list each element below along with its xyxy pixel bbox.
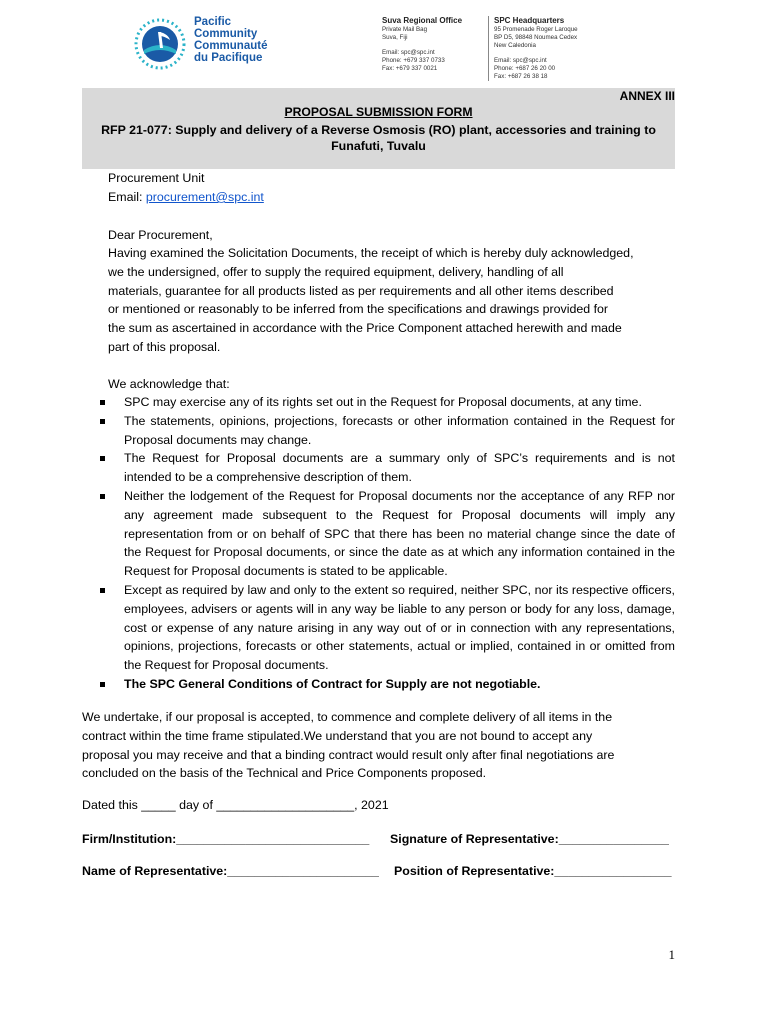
address-line: Phone: +679 337 0733 bbox=[382, 57, 445, 65]
dated-line: Dated this _____ day of ____________________, 2021 bbox=[82, 798, 389, 812]
hq-title: SPC Headquarters bbox=[494, 16, 565, 25]
paragraph-line: we the undersigned, offer to supply the required equipment, delivery, handling of all bbox=[108, 264, 564, 279]
paragraph-line: contract within the time frame stipulated.We understand that you are not bound to accept any bbox=[82, 728, 593, 743]
page-number: 1 bbox=[668, 947, 675, 962]
paragraph-line: part of this proposal. bbox=[108, 339, 221, 354]
recipient-unit: Procurement Unit bbox=[108, 171, 205, 185]
list-item-text: The Request for Proposal documents are a summary only of SPC’s requirements and is not intended to be a comprehensive description of them. bbox=[124, 451, 675, 485]
suva-office-title: Suva Regional Office bbox=[382, 16, 463, 25]
list-item bbox=[100, 393, 675, 412]
bullet-icon bbox=[100, 456, 105, 461]
email-label: Email: bbox=[108, 190, 146, 204]
suva-office-address bbox=[382, 16, 477, 73]
list-item-text: The statements, opinions, projections, forecasts or other information contained in the Request for Proposal documents may change. bbox=[124, 413, 675, 447]
logo-line: Community bbox=[194, 28, 258, 40]
address-line: New Caledonia bbox=[494, 41, 536, 49]
paragraph-line: the sum as ascertained in accordance with the Price Component attached herewith and made bbox=[108, 321, 622, 336]
logo-line: Communauté bbox=[194, 40, 268, 52]
paragraph-line: We undertake, if our proposal is accepted, to commence and complete delivery of all items in the bbox=[82, 710, 613, 724]
paragraph-line: or mentioned or reasonably to be inferred from the specifications and drawings provided for bbox=[108, 302, 609, 317]
address-line: Email: spc@spc.int bbox=[382, 49, 435, 57]
address-line: Phone: +687 26 20 00 bbox=[494, 64, 556, 72]
address-line: Email: spc@spc.int bbox=[494, 57, 547, 65]
list-item bbox=[100, 449, 675, 487]
address-line: BP D5, 98848 Noumea Cedex bbox=[494, 33, 578, 41]
logo-wordmark bbox=[194, 16, 267, 64]
address-line: Private Mail Bag bbox=[382, 26, 428, 33]
paragraph-line: proposal you may receive and that a binding contract would result only after final negotiations are bbox=[82, 747, 615, 762]
form-title: PROPOSAL SUBMISSION FORM bbox=[284, 105, 473, 119]
list-item-text: Except as required by law and only to the extent so required, neither SPC, nor its respective officers, employees, advisers or agents will in any way be liable to any person or body for any loss, damage, cost or expense of any nature arising in any way out of or in connection with any representations, opinions, projections, forecasts or other statements, actual or implied, contained in or omitted from the Request for Proposal documents. bbox=[124, 582, 675, 673]
rfp-line: Funafuti, Tuvalu bbox=[331, 139, 426, 153]
position-field: Position of Representative:_________________ bbox=[394, 864, 672, 878]
bullet-icon bbox=[100, 419, 105, 424]
bullet-icon bbox=[100, 494, 105, 499]
name-field: Name of Representative:______________________ bbox=[82, 864, 379, 878]
signature-field: Signature of Representative:________________ bbox=[390, 832, 669, 846]
hq-address bbox=[488, 16, 604, 81]
annex-label: ANNEX III bbox=[619, 89, 675, 103]
list-item-text: The SPC General Conditions of Contract for Supply are not negotiable. bbox=[124, 676, 541, 691]
address-line bbox=[494, 49, 604, 57]
intro-paragraph bbox=[108, 244, 673, 357]
rfp-line: RFP 21-077: Supply and delivery of a Reverse Osmosis (RO) plant, accessories and training to bbox=[101, 123, 656, 137]
paragraph-line: concluded on the basis of the Technical and Price Components proposed. bbox=[82, 766, 487, 781]
pacific-community-logo bbox=[130, 14, 280, 74]
acknowledge-intro: We acknowledge that: bbox=[108, 377, 230, 391]
salutation: Dear Procurement, bbox=[108, 228, 213, 242]
recipient-email-line bbox=[108, 188, 264, 207]
address-line: 95 Promenade Roger Laroque bbox=[494, 26, 578, 33]
logo-line: Pacific bbox=[194, 16, 232, 28]
firm-field: Firm/Institution:____________________________ bbox=[82, 832, 370, 846]
undertaking-paragraph bbox=[82, 708, 672, 783]
bullet-icon bbox=[100, 588, 105, 593]
list-item bbox=[100, 412, 675, 450]
bullet-icon bbox=[100, 400, 105, 405]
list-item-text: Neither the lodgement of the Request for Proposal documents nor the acceptance of any RFP nor any agreement made subsequent to the Request for Proposal documents will imply any representation from or on behalf of SPC that there has been no material change since the date of the Request for Proposal documents, or since the date as at which any information contained in the Request for Proposal documents is stated to be applicable. bbox=[124, 488, 675, 579]
list-item bbox=[100, 487, 675, 581]
list-item bbox=[100, 581, 675, 675]
address-line bbox=[382, 42, 477, 50]
acknowledgement-list bbox=[100, 393, 675, 694]
list-item bbox=[100, 675, 675, 694]
address-line: Fax: +687 26 38 18 bbox=[494, 72, 548, 80]
bullet-icon bbox=[100, 682, 105, 687]
address-line: Suva, Fiji bbox=[382, 33, 408, 41]
rfp-title bbox=[100, 122, 657, 154]
address-line: Fax: +679 337 0021 bbox=[382, 64, 438, 72]
logo-emblem-icon bbox=[130, 14, 190, 74]
paragraph-line: Having examined the Solicitation Documents, the receipt of which is hereby duly acknowledged, bbox=[108, 246, 634, 260]
email-link[interactable]: procurement@spc.int bbox=[145, 190, 264, 204]
logo-line: du Pacifique bbox=[194, 52, 263, 64]
paragraph-line: materials, guarantee for all products listed as per requirements and all other items described bbox=[108, 283, 614, 298]
list-item-text: SPC may exercise any of its rights set out in the Request for Proposal documents, at any time. bbox=[124, 395, 642, 409]
